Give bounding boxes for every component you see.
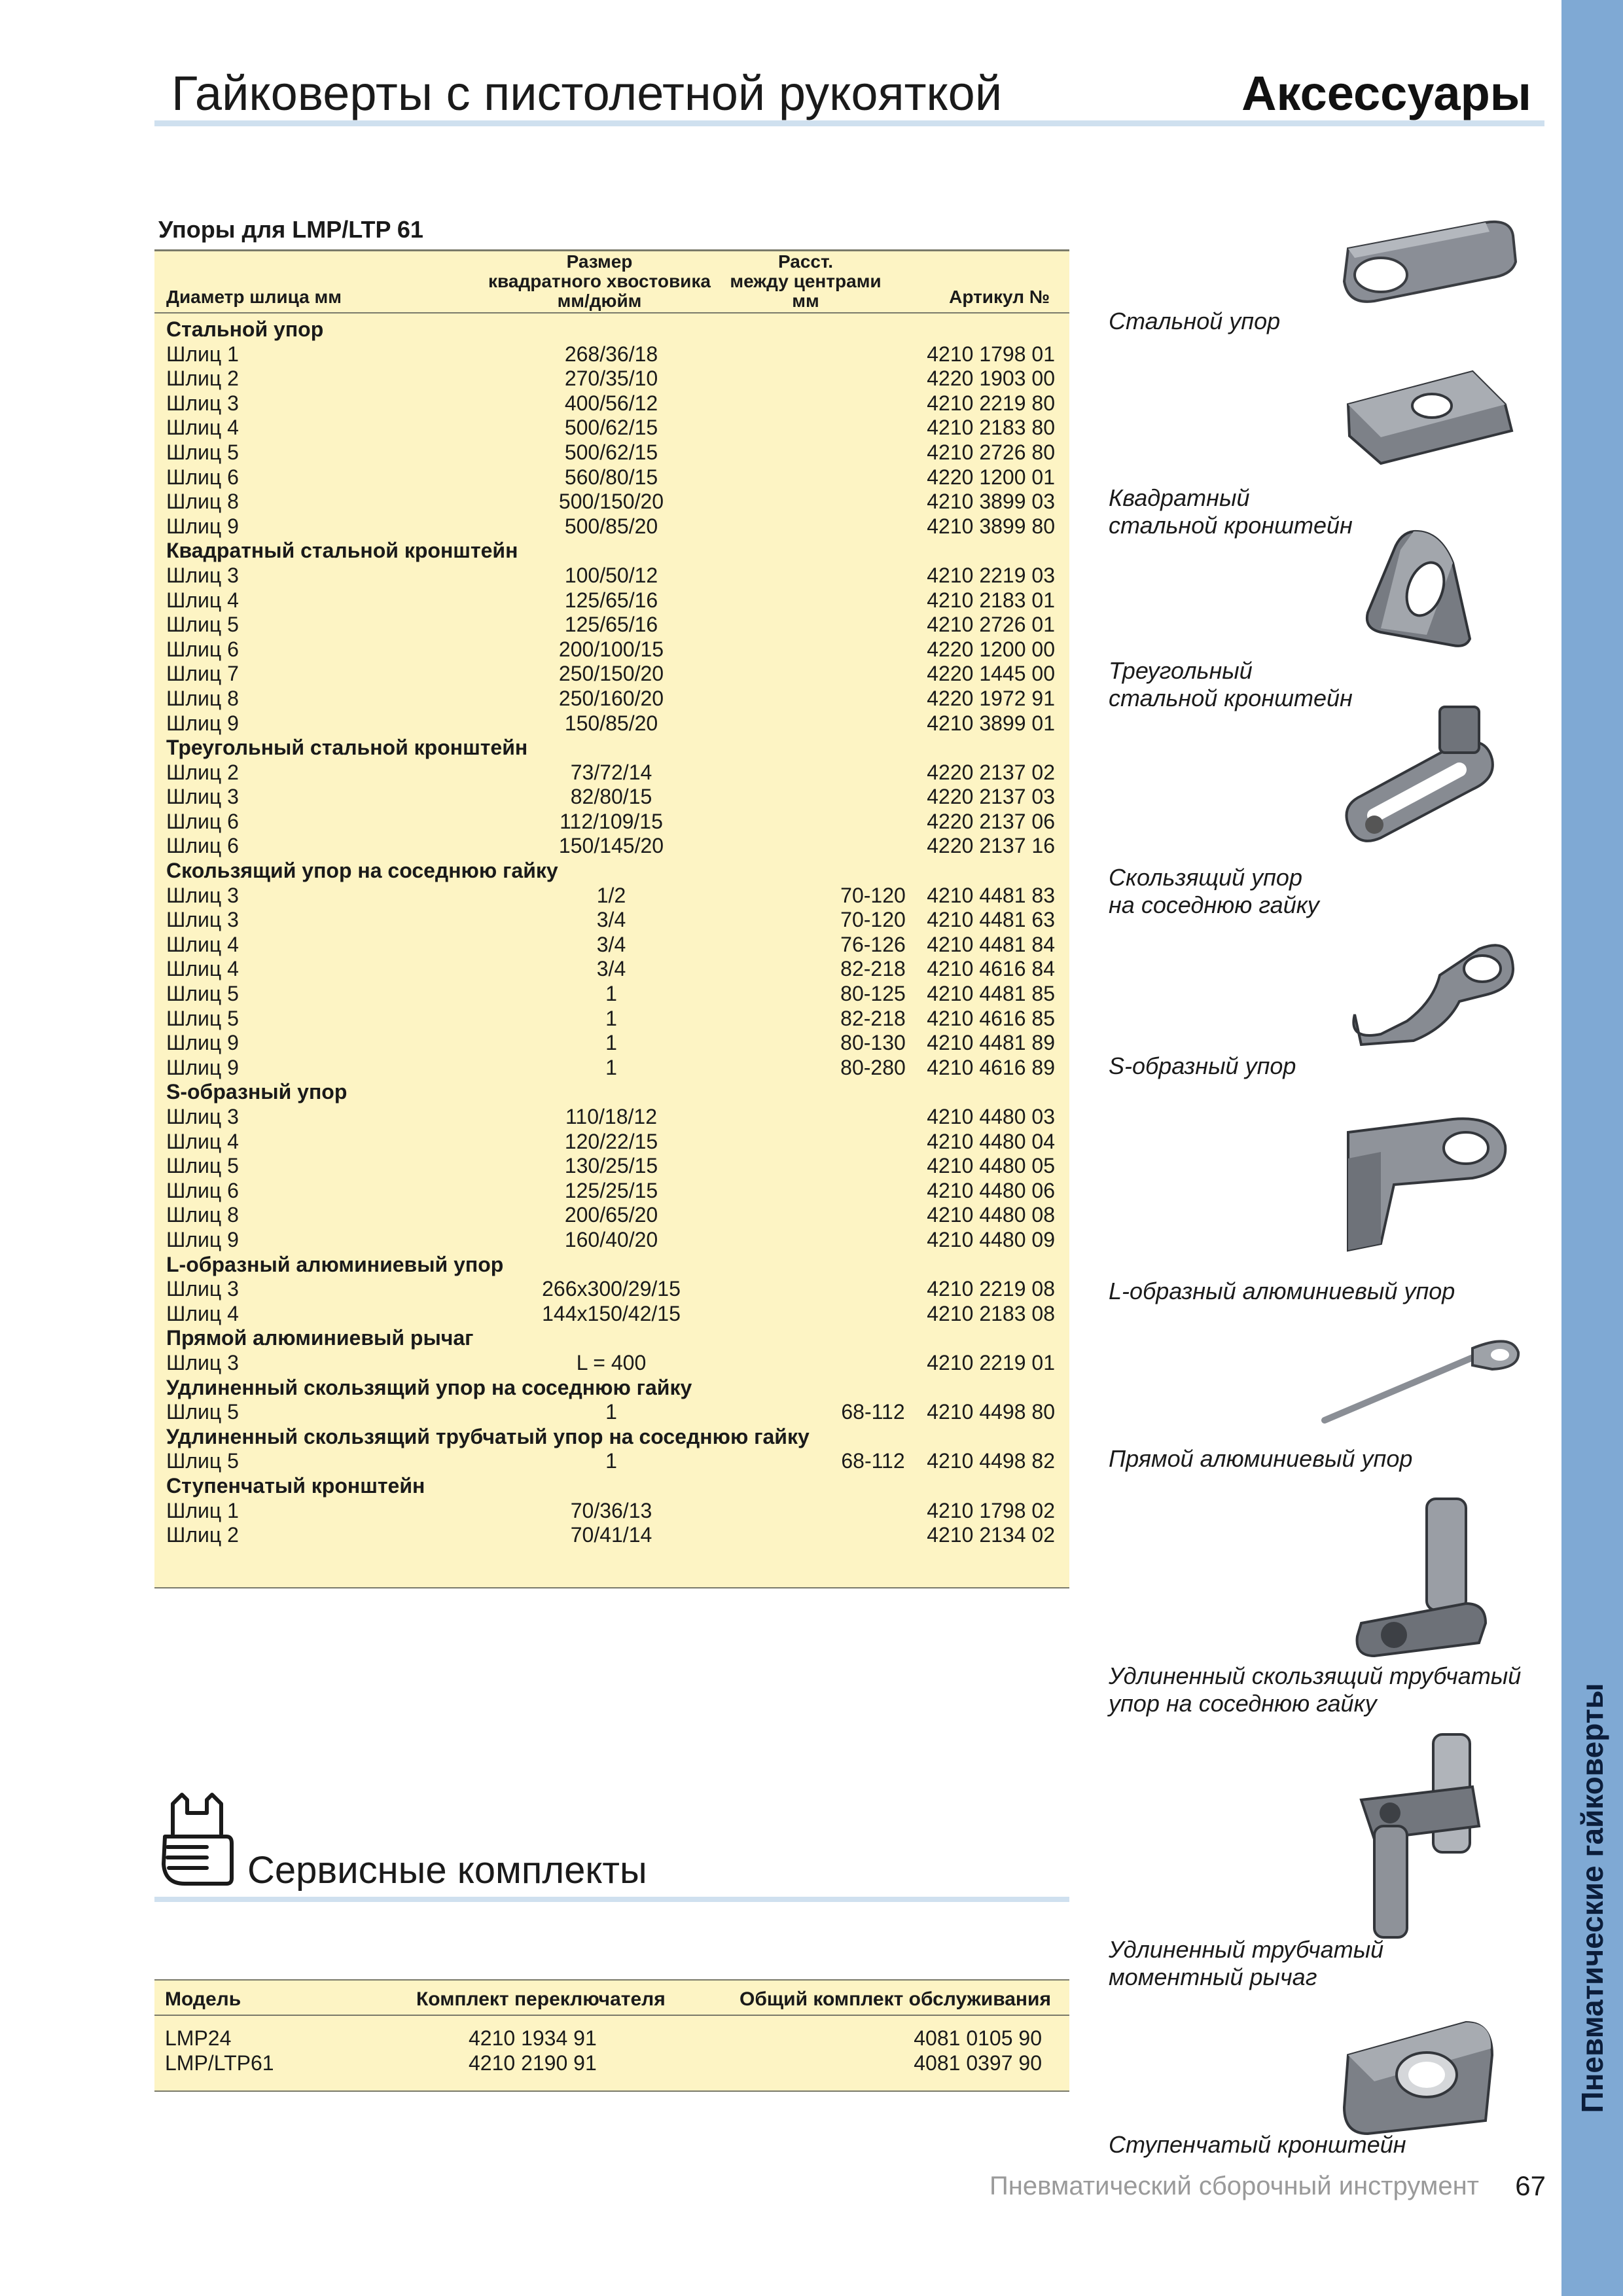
table-row — [166, 1400, 1055, 1425]
service-model: LMP/LTP61 — [165, 2051, 274, 2075]
service-rule — [154, 1897, 1069, 1902]
table-cell: 250/150/20 — [558, 662, 664, 686]
table-cell: Шлиц 2 — [166, 367, 239, 391]
section-title: Аксессуары — [1241, 66, 1531, 120]
table-cell: 68-112 — [841, 1400, 905, 1424]
table-cell: 3/4 — [596, 932, 626, 956]
col-header-size-line: квадратного хвостовика — [488, 271, 711, 291]
sidebar-label: Пневматические гайковерты — [1575, 1683, 1609, 2113]
table-cell: 4210 4481 89 — [927, 1031, 1055, 1055]
caption-line: Скользящий упор — [1109, 864, 1302, 891]
table-header-rule — [154, 312, 1069, 314]
table-cell: Шлиц 4 — [166, 416, 239, 440]
table-cell: 70-120 — [840, 908, 906, 932]
table-cell: 70/41/14 — [570, 1523, 652, 1547]
table-bottom-rule — [154, 1587, 1069, 1588]
table-cell: Удлиненный скользящий трубчатый упор на соседнюю гайку — [166, 1424, 810, 1448]
table-row — [166, 391, 1055, 416]
table-cell: 4210 2219 01 — [927, 1350, 1055, 1374]
caption-square-bracket — [1109, 484, 1353, 539]
table-cell: Ступенчатый кронштейн — [166, 1473, 425, 1498]
table-cell: 82-218 — [840, 1006, 906, 1030]
sliding-stop-image — [1335, 694, 1505, 864]
table-row — [166, 1105, 1055, 1130]
s-shaped-stop-image — [1335, 916, 1525, 1047]
table-cell: 3/4 — [596, 908, 626, 932]
table-cell: 4210 2219 08 — [927, 1277, 1055, 1301]
table-cell: 125/65/16 — [564, 613, 658, 637]
table-cell: Шлиц 1 — [166, 342, 239, 366]
col-header-distance-line: между центрами — [730, 271, 882, 291]
table-row — [166, 908, 1055, 933]
table-title: Упоры для LMP/LTP 61 — [158, 216, 423, 243]
caption-line: Треугольный — [1109, 657, 1253, 684]
table-cell: 4210 3899 80 — [927, 514, 1055, 538]
table-cell: 4220 2137 16 — [927, 834, 1055, 858]
table-cell: 200/100/15 — [558, 637, 664, 661]
col-header-distance-line: Расст. — [777, 251, 834, 272]
caption-steel-stop — [1109, 308, 1280, 335]
table-cell: 110/18/12 — [565, 1105, 657, 1128]
table-row — [166, 613, 1055, 637]
table-cell: 160/40/20 — [564, 1227, 658, 1251]
table-row — [166, 1449, 1055, 1474]
table-cell: Шлиц 3 — [166, 883, 239, 907]
caption-tube-reaction-bar — [1109, 1936, 1383, 1991]
table-cell: S-образный упор — [166, 1080, 348, 1104]
page-title: Гайковерты с пистолетной рукояткой — [171, 66, 1003, 120]
table-cell: 3/4 — [596, 957, 626, 981]
table-cell: Удлиненный скользящий упор на соседнюю гайку — [166, 1375, 692, 1399]
table-row — [166, 1203, 1055, 1228]
table-row — [166, 1302, 1055, 1327]
wrench-hand-icon — [158, 1791, 236, 1888]
table-cell: Шлиц 5 — [166, 1154, 239, 1178]
col-header-size — [462, 252, 737, 311]
table-cell: Шлиц 3 — [166, 1105, 239, 1128]
table-cell: 500/150/20 — [558, 490, 664, 514]
table-row — [166, 514, 1055, 539]
table-row — [166, 1351, 1055, 1376]
caption-s-stop — [1109, 1052, 1296, 1080]
caption-sliding-stop — [1109, 864, 1319, 919]
table-cell: L = 400 — [576, 1350, 647, 1374]
service-title: Сервисные комплекты — [247, 1849, 647, 1892]
page-number: 67 — [1515, 2170, 1546, 2201]
table-group-row — [166, 1376, 1055, 1401]
table-cell: 500/62/15 — [564, 416, 658, 440]
caption-line: Прямой алюминиевый упор — [1109, 1445, 1413, 1472]
table-cell: Шлиц 5 — [166, 982, 239, 1006]
table-cell: 80-125 — [840, 982, 906, 1006]
table-cell: 4220 2137 02 — [927, 760, 1055, 784]
table-row — [166, 1499, 1055, 1524]
table-cell: Стальной упор — [166, 317, 324, 341]
table-row — [166, 367, 1055, 391]
table-cell: 250/160/20 — [558, 686, 664, 710]
table-cell: 4220 1972 91 — [927, 686, 1055, 710]
caption-line: S-образный упор — [1109, 1052, 1296, 1079]
caption-line: стальной кронштейн — [1109, 512, 1353, 539]
caption-extended-tube-stop — [1109, 1662, 1521, 1717]
stops-table — [154, 249, 1069, 1588]
caption-l-stop — [1109, 1278, 1455, 1305]
table-cell: Шлиц 6 — [166, 637, 239, 661]
table-cell: Шлиц 3 — [166, 563, 239, 587]
table-row — [166, 1031, 1055, 1056]
table-group-row — [166, 317, 1055, 342]
table-cell: 4210 4481 83 — [927, 883, 1055, 907]
table-cell: 76-126 — [840, 932, 906, 956]
table-cell: Треугольный стальной кронштейн — [166, 736, 528, 760]
table-cell: 4210 4616 89 — [927, 1055, 1055, 1079]
table-cell: 268/36/18 — [564, 342, 658, 366]
table-cell: 200/65/20 — [564, 1203, 658, 1227]
table-cell: Шлиц 9 — [166, 514, 239, 538]
table-row — [166, 588, 1055, 613]
service-switch-kit: 4210 1934 91 — [469, 2026, 597, 2050]
table-cell: Шлиц 6 — [166, 809, 239, 833]
table-cell: Шлиц 3 — [166, 391, 239, 415]
service-header-rule — [154, 2015, 1069, 2016]
table-cell: 150/145/20 — [558, 834, 664, 858]
table-cell: 4210 4480 04 — [927, 1129, 1055, 1153]
table-group-row — [166, 1326, 1055, 1351]
table-row — [166, 1523, 1055, 1548]
table-cell: 4210 4480 08 — [927, 1203, 1055, 1227]
caption-line: Стальной упор — [1109, 308, 1281, 334]
table-cell: 70/36/13 — [570, 1498, 652, 1522]
table-row — [166, 564, 1055, 588]
caption-line: Удлиненный скользящий трубчатый — [1109, 1662, 1522, 1689]
col-header-article: Артикул № — [949, 287, 1050, 307]
table-group-row — [166, 1474, 1055, 1499]
table-cell: 1 — [605, 1055, 617, 1079]
table-group-row — [166, 1425, 1055, 1450]
table-row — [166, 342, 1055, 367]
table-cell: 4210 2183 08 — [927, 1301, 1055, 1325]
caption-line: упор на соседнюю гайку — [1109, 1690, 1377, 1717]
table-cell: Шлиц 1 — [166, 1498, 239, 1522]
table-cell: 4210 2183 01 — [927, 588, 1055, 612]
service-col-switch: Комплект переключателя — [416, 1988, 666, 2010]
table-cell: 112/109/15 — [560, 809, 663, 833]
table-cell: 4210 4481 63 — [927, 908, 1055, 932]
table-row — [166, 1056, 1055, 1081]
table-row — [166, 957, 1055, 982]
table-group-row — [166, 539, 1055, 564]
table-cell: 4220 1903 00 — [927, 367, 1055, 391]
caption-line: L-образный алюминиевый упор — [1109, 1278, 1455, 1304]
triangle-bracket-image — [1355, 524, 1479, 655]
col-header-distance — [698, 252, 914, 311]
table-cell: Прямой алюминиевый рычаг — [166, 1326, 474, 1350]
caption-line: моментный рычаг — [1109, 1964, 1317, 1990]
steel-stop-image — [1335, 209, 1525, 321]
table-cell: 1 — [605, 1400, 617, 1424]
table-cell: 82-218 — [840, 957, 906, 981]
table-cell: 4210 2219 03 — [927, 563, 1055, 587]
caption-step-bracket — [1109, 2131, 1406, 2159]
table-body — [166, 317, 1055, 1548]
table-cell: Шлиц 4 — [166, 1129, 239, 1153]
table-cell: Скользящий упор на соседнюю гайку — [166, 859, 558, 883]
table-cell: 270/35/10 — [564, 367, 658, 391]
table-cell: 4210 3899 03 — [927, 490, 1055, 514]
service-table — [154, 1979, 1069, 2092]
service-switch-kit: 4210 2190 91 — [469, 2051, 597, 2075]
table-row — [166, 711, 1055, 736]
table-cell: Шлиц 3 — [166, 1277, 239, 1301]
table-cell: 4220 2137 03 — [927, 785, 1055, 809]
caption-line: Квадратный — [1109, 484, 1250, 511]
table-cell: 4210 2134 02 — [927, 1523, 1055, 1547]
table-group-row — [166, 736, 1055, 761]
straight-lever-image — [1315, 1329, 1531, 1433]
table-cell: 120/22/15 — [564, 1129, 658, 1153]
caption-line: Удлиненный трубчатый — [1109, 1936, 1384, 1963]
table-cell: Шлиц 5 — [166, 1006, 239, 1030]
table-cell: Шлиц 8 — [166, 686, 239, 710]
table-cell: Шлиц 4 — [166, 932, 239, 956]
square-bracket-image — [1335, 359, 1518, 470]
table-row — [166, 637, 1055, 662]
table-row — [166, 465, 1055, 490]
table-cell: Шлиц 4 — [166, 1301, 239, 1325]
table-row — [166, 834, 1055, 859]
table-row — [166, 1154, 1055, 1179]
table-cell: 4220 1200 01 — [927, 465, 1055, 489]
table-cell: 500/85/20 — [564, 514, 658, 538]
table-cell: L-образный алюминиевый упор — [166, 1252, 504, 1276]
table-cell: 4210 1798 02 — [927, 1498, 1055, 1522]
table-cell: Шлиц 4 — [166, 588, 239, 612]
table-cell: Шлиц 6 — [166, 1178, 239, 1202]
table-cell: 150/85/20 — [564, 711, 658, 735]
table-group-row — [166, 1253, 1055, 1278]
table-cell: Шлиц 2 — [166, 1523, 239, 1547]
table-cell: Шлиц 3 — [166, 908, 239, 932]
table-cell: 560/80/15 — [564, 465, 658, 489]
table-cell: 4210 4480 05 — [927, 1154, 1055, 1178]
table-cell: 4210 4498 80 — [927, 1400, 1055, 1424]
service-kit: 4081 0105 90 — [914, 2026, 1042, 2050]
table-cell: 4220 2137 06 — [927, 809, 1055, 833]
table-row — [166, 1130, 1055, 1155]
table-row — [166, 884, 1055, 908]
table-cell: 100/50/12 — [564, 563, 658, 587]
table-cell: 4210 2183 80 — [927, 416, 1055, 440]
col-header-size-line: мм/дюйм — [557, 291, 642, 311]
col-header-distance-line: мм — [792, 291, 819, 311]
col-header-size-line: Размер — [566, 251, 633, 272]
table-cell: Шлиц 8 — [166, 490, 239, 514]
table-cell: 4210 2219 80 — [927, 391, 1055, 415]
caption-straight-stop — [1109, 1445, 1412, 1473]
service-model: LMP24 — [165, 2026, 232, 2050]
l-shaped-stop-image — [1322, 1106, 1518, 1257]
table-cell: 80-130 — [840, 1031, 906, 1055]
caption-line: Ступенчатый кронштейн — [1109, 2131, 1406, 2158]
table-cell: Шлиц 6 — [166, 465, 239, 489]
table-row — [166, 662, 1055, 687]
table-row — [166, 687, 1055, 711]
table-cell: 500/62/15 — [564, 440, 658, 464]
table-cell: 1 — [605, 982, 617, 1006]
table-cell: 4210 4480 09 — [927, 1227, 1055, 1251]
table-cell: Шлиц 5 — [166, 1449, 239, 1473]
table-cell: 4220 1445 00 — [927, 662, 1055, 686]
table-cell: Шлиц 7 — [166, 662, 239, 686]
col-header-spline: Диаметр шлица мм — [166, 287, 342, 307]
table-cell: 400/56/12 — [564, 391, 658, 415]
table-row — [166, 810, 1055, 834]
service-col-model: Модель — [165, 1988, 241, 2010]
table-cell: 1 — [605, 1031, 617, 1055]
table-cell: Шлиц 5 — [166, 613, 239, 637]
table-cell: 1 — [605, 1006, 617, 1030]
table-cell: 4210 4616 84 — [927, 957, 1055, 981]
table-cell: 4210 3899 01 — [927, 711, 1055, 735]
table-row — [166, 490, 1055, 514]
footer-text: Пневматический сборочный инструмент — [990, 2172, 1479, 2200]
table-row — [166, 416, 1055, 440]
table-row — [166, 982, 1055, 1007]
table-cell: Шлиц 9 — [166, 711, 239, 735]
table-row — [166, 440, 1055, 465]
service-col-service: Общий комплект обслуживания — [739, 1988, 1051, 2010]
table-cell: Шлиц 6 — [166, 834, 239, 858]
table-cell: 70-120 — [840, 883, 906, 907]
table-row — [166, 1179, 1055, 1204]
table-cell: Шлиц 3 — [166, 785, 239, 809]
table-cell: Шлиц 2 — [166, 760, 239, 784]
caption-triangle-bracket — [1109, 657, 1353, 712]
table-cell: 1 — [605, 1449, 617, 1473]
table-cell: 266x300/29/15 — [542, 1277, 681, 1301]
table-cell: Квадратный стальной кронштейн — [166, 539, 518, 563]
table-cell: Шлиц 4 — [166, 957, 239, 981]
table-row — [166, 761, 1055, 785]
caption-line: на соседнюю гайку — [1109, 891, 1319, 918]
table-group-row — [166, 859, 1055, 884]
table-cell: 4210 4616 85 — [927, 1006, 1055, 1030]
table-cell: 125/25/15 — [564, 1178, 658, 1202]
table-cell: 80-280 — [840, 1055, 906, 1079]
table-row — [166, 1277, 1055, 1302]
table-cell: 82/80/15 — [570, 785, 652, 809]
table-cell: 73/72/14 — [570, 760, 652, 784]
extended-sliding-tube-stop-image — [1348, 1492, 1492, 1662]
table-cell: 4220 1200 00 — [927, 637, 1055, 661]
service-bottom-rule — [154, 2090, 1069, 2092]
step-bracket-image — [1335, 2003, 1499, 2140]
table-cell: 4210 4481 84 — [927, 932, 1055, 956]
table-cell: Шлиц 5 — [166, 440, 239, 464]
table-cell: 4210 4481 85 — [927, 982, 1055, 1006]
table-cell: Шлиц 5 — [166, 1400, 239, 1424]
table-cell: 4210 1798 01 — [927, 342, 1055, 366]
table-cell: 1/2 — [596, 883, 626, 907]
table-cell: 4210 2726 80 — [927, 440, 1055, 464]
table-cell: 144x150/42/15 — [542, 1301, 681, 1325]
table-cell: 68-112 — [841, 1449, 905, 1473]
table-row — [166, 785, 1055, 810]
table-row — [166, 1007, 1055, 1031]
table-cell: 4210 2726 01 — [927, 613, 1055, 637]
table-row — [166, 1228, 1055, 1253]
table-cell: Шлиц 3 — [166, 1350, 239, 1374]
extended-tube-reaction-bar-image — [1348, 1728, 1499, 1944]
table-cell: Шлиц 9 — [166, 1227, 239, 1251]
table-cell: Шлиц 9 — [166, 1031, 239, 1055]
caption-line: стальной кронштейн — [1109, 685, 1353, 711]
service-top-rule — [154, 1979, 1069, 1981]
table-cell: 4210 4498 82 — [927, 1449, 1055, 1473]
table-cell: Шлиц 9 — [166, 1055, 239, 1079]
table-cell: 4210 4480 06 — [927, 1178, 1055, 1202]
table-row — [166, 933, 1055, 958]
table-group-row — [166, 1080, 1055, 1105]
table-cell: 4210 4480 03 — [927, 1105, 1055, 1128]
title-rule — [154, 120, 1544, 126]
table-cell: 130/25/15 — [564, 1154, 658, 1178]
service-kit: 4081 0397 90 — [914, 2051, 1042, 2075]
table-cell: Шлиц 8 — [166, 1203, 239, 1227]
table-cell: 125/65/16 — [564, 588, 658, 612]
